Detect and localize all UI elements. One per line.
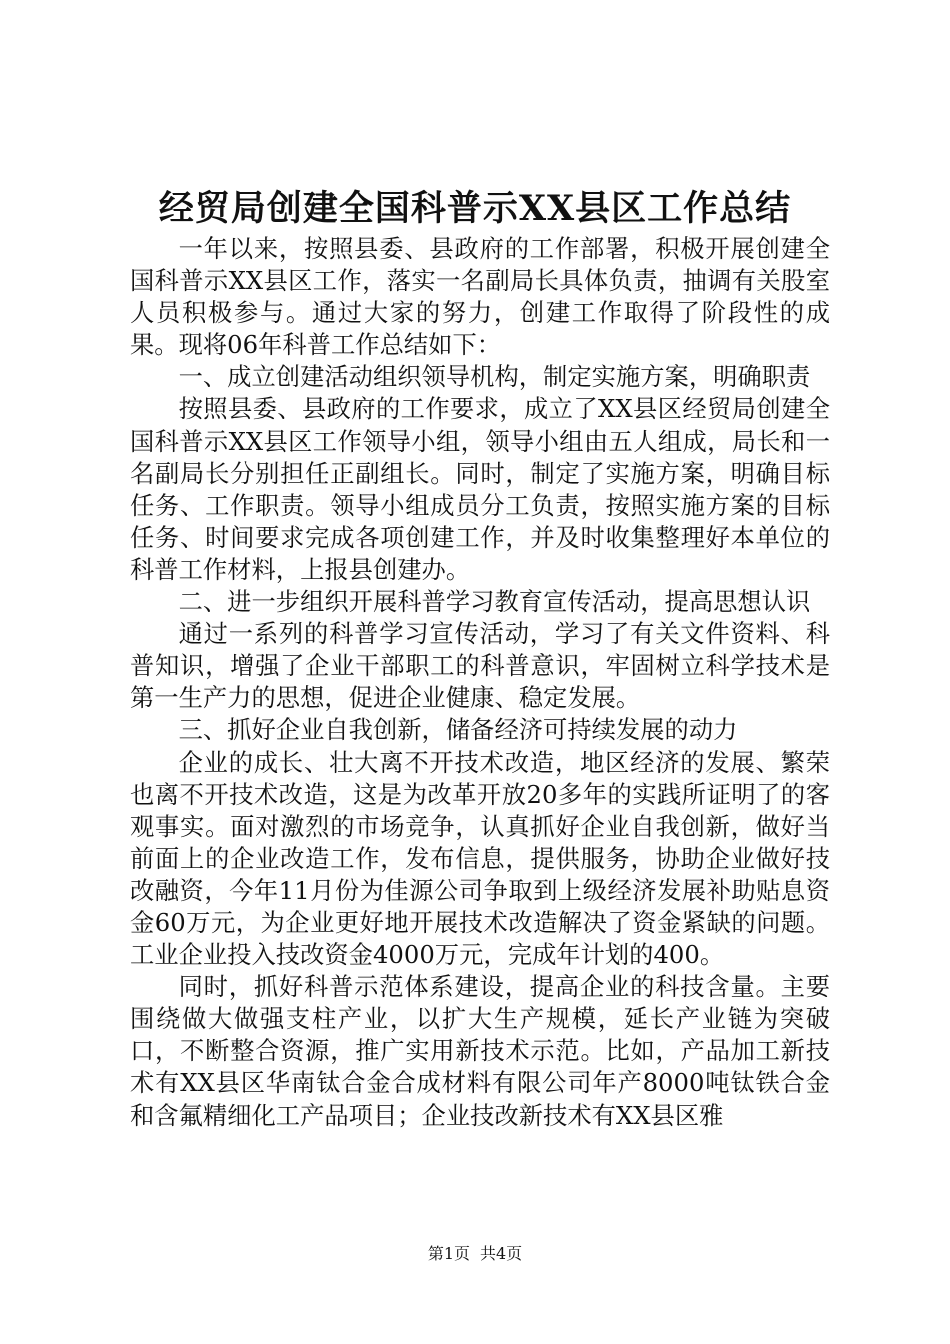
section-heading-2: 二、进一步组织开展科普学习教育宣传活动，提高思想认识 (178, 587, 811, 617)
page-total: 共4页 (480, 1244, 523, 1263)
paragraph-intro: 一年以来，按照县委、县政府的工作部署，积极开展创建全国科普示XX县区工作，落实一名副局长具体负责，抽调有关股室人员积极参与。通过大家的努力，创建工作取得了阶段性的成果。现将06年科普工作总结如下： (130, 234, 830, 360)
document-title: 经贸局创建全国科普示XX县区工作总结 (158, 188, 792, 229)
section-heading-3: 三、抓好企业自我创新，储备经济可持续发展的动力 (178, 715, 738, 745)
paragraph-section-3b: 同时，抓好科普示范体系建设，提高企业的科技含量。主要围绕做大做强支柱产业，以扩大生产规模，延长产业链为突破口，不断整合资源，推广实用新技术示范。比如，产品加工新技术有XX县区华南钛合金合成材料有限公司年产8000吨钛铁合金和含氟精细化工产品项目；企业技改新技术有XX县区雅 (130, 972, 830, 1130)
page-number: 第1页 (427, 1244, 470, 1263)
page-footer (0, 1243, 950, 1265)
paragraph-section-2: 通过一系列的科普学习宣传活动，学习了有关文件资料、科普知识，增强了企业干部职工的科普意识，牢固树立科学技术是第一生产力的思想，促进企业健康、稳定发展。 (130, 619, 830, 713)
document-body (130, 233, 830, 1132)
paragraph-section-3: 企业的成长、壮大离不开技术改造，地区经济的发展、繁荣也离不开技术改造，这是为改革开放20多年的实践所证明了的客观事实。面对激烈的市场竞争，认真抓好企业自我创新，做好当前面上的企业改造工作，发布信息，提供服务，协助企业做好技改融资，今年11月份为佳源公司争取到上级经济发展补助贴息资金60万元，为企业更好地开展技术改造解决了资金紧缺的问题。工业企业投入技改资金4000万元，完成年计划的400。 (130, 747, 830, 970)
section-heading-1: 一、成立创建活动组织领导机构，制定实施方案，明确职责 (178, 362, 811, 392)
paragraph-section-1: 按照县委、县政府的工作要求，成立了XX县区经贸局创建全国科普示XX县区工作领导小组，领导小组由五人组成，局长和一名副局长分别担任正副组长。同时，制定了实施方案，明确目标任务、工作职责。领导小组成员分工负责，按照实施方案的目标任务、时间要求完成各项创建工作，并及时收集整理好本单位的科普工作材料，上报县创建办。 (130, 394, 830, 584)
